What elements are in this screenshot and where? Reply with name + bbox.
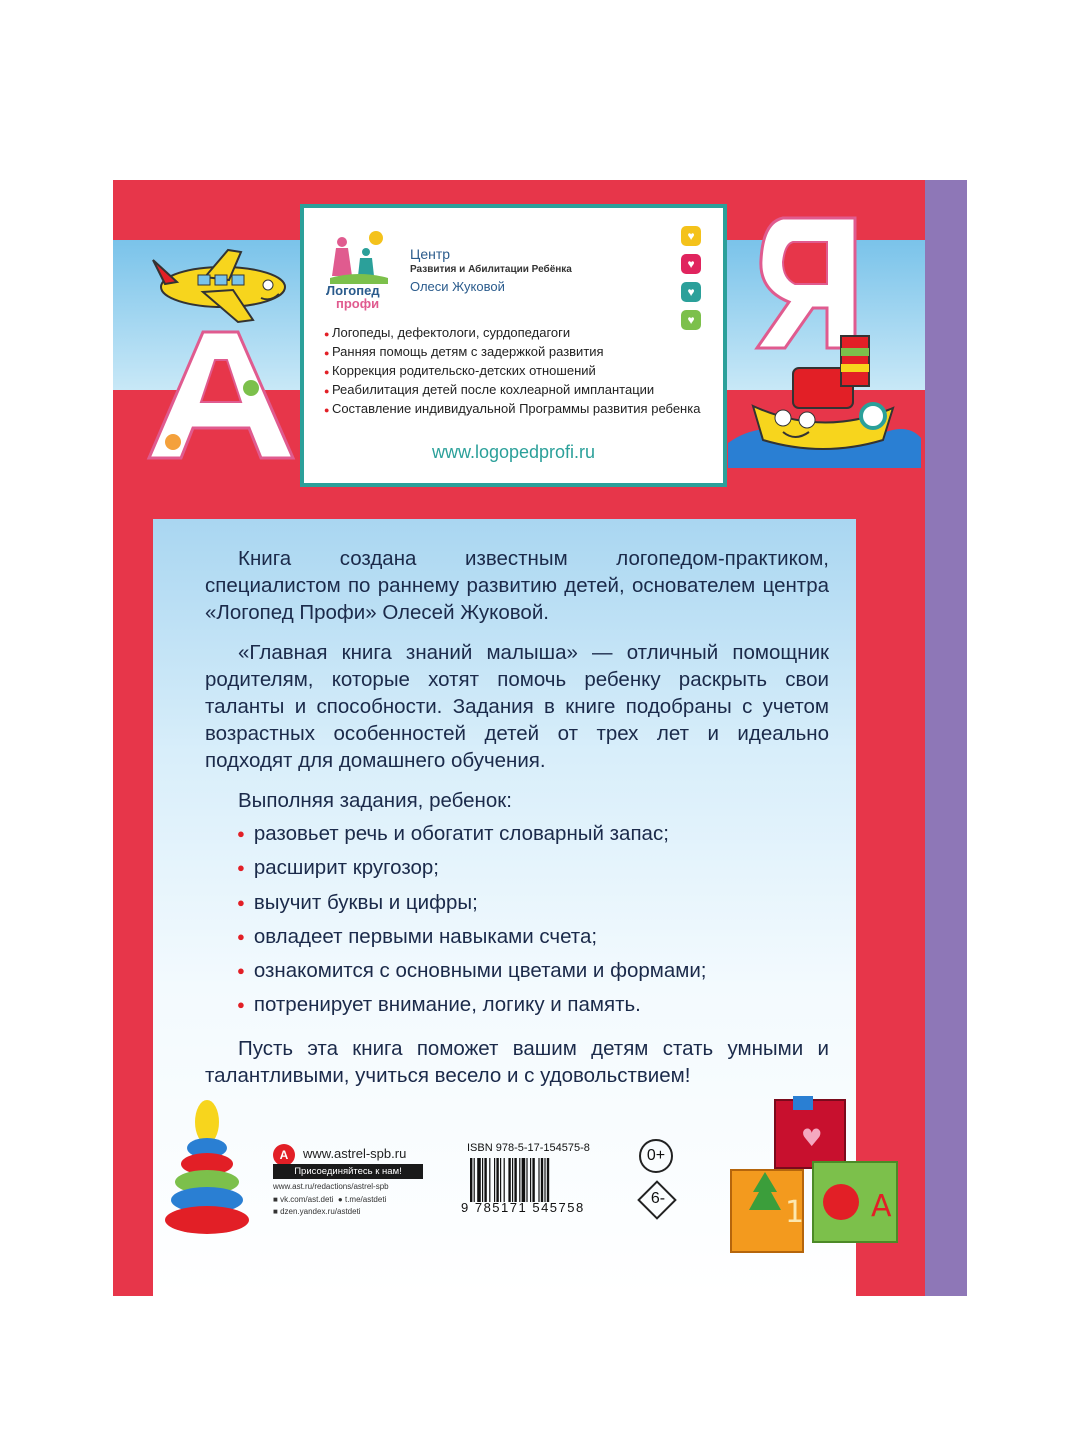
cube-number-label: 1 bbox=[785, 1195, 805, 1230]
barcode-bar bbox=[474, 1158, 475, 1202]
barcode-bar bbox=[500, 1158, 501, 1202]
barcode-bar bbox=[547, 1158, 549, 1202]
boat-illustration bbox=[723, 328, 923, 468]
barcode-bar bbox=[504, 1158, 505, 1202]
heart-icons bbox=[681, 226, 705, 338]
publisher-logo: А bbox=[273, 1144, 295, 1166]
letter-a-illustration bbox=[143, 330, 298, 460]
list-item: ● выучит буквы и цифры; bbox=[237, 890, 478, 914]
cube-letter-label: А bbox=[871, 1189, 892, 1224]
heart-icon: ♥ bbox=[681, 282, 701, 302]
list-item: ● потренирует внимание, логику и память. bbox=[237, 993, 641, 1017]
service-item: ● Логопеды, дефектологи, сурдопедагоги bbox=[324, 324, 719, 343]
barcode-bar bbox=[512, 1158, 513, 1202]
vk-icon: ■ bbox=[273, 1195, 278, 1204]
logo-text-line1: Логопед bbox=[326, 283, 380, 298]
heart-icon: ♥ bbox=[681, 226, 701, 246]
service-item: ● Коррекция родительско-детских отношений bbox=[324, 362, 719, 381]
services-list bbox=[324, 324, 719, 419]
telegram-icon: ● bbox=[337, 1195, 343, 1204]
barcode-bar bbox=[489, 1158, 490, 1202]
service-item: ● Реабилитация детей после кохлеарной имплантации bbox=[324, 381, 719, 400]
barcode-bar bbox=[541, 1158, 543, 1202]
barcode-bar bbox=[496, 1158, 498, 1202]
barcode-digits: 9 785171 545758 bbox=[461, 1200, 585, 1215]
barcode-bar bbox=[494, 1158, 495, 1202]
toy-cubes-illustration bbox=[725, 1092, 905, 1257]
list-item: ● овладеет первыми навыками счета; bbox=[237, 924, 598, 948]
heart-icon: ♥ bbox=[681, 254, 701, 274]
barcode-bar bbox=[519, 1158, 520, 1202]
barcode-bar bbox=[544, 1158, 545, 1202]
partner-website: www.logopedprofi.ru bbox=[431, 442, 596, 462]
description-para-2: «Главная книга знаний малыша» — отличный помощник родителям, которые хотят помочь ребенку раскрыть свои таланты и способности. Задания в книге подобраны с учетом возрастных особенностей детей от трех лет и идеально подходят для домашнего обучения. bbox=[205, 641, 829, 772]
svg-text:♥: ♥ bbox=[801, 1124, 823, 1152]
barcode-bar bbox=[532, 1158, 534, 1202]
publisher-site: www.astrel-spb.ru bbox=[303, 1146, 407, 1161]
center-name: Олеси Жуковой bbox=[410, 279, 505, 294]
description-para-1: Книга создана известным логопедом-практиком, специалистом по раннему развитию детей, основателем центра «Логопед Профи» Олесей Жуковой. bbox=[205, 547, 829, 624]
age-rating-badge: 0+ bbox=[639, 1139, 673, 1173]
service-item: ● Ранняя помощь детям с задержкой развития bbox=[324, 343, 719, 362]
barcode-bar bbox=[477, 1158, 481, 1202]
description-closing: Пусть эта книга поможет вашим детям стать умными и талантливыми, учиться весело и с удовольствием! bbox=[205, 1037, 829, 1087]
barcode-bar bbox=[538, 1158, 539, 1202]
barcode-bar bbox=[526, 1158, 527, 1202]
skills-list bbox=[237, 822, 706, 1028]
center-title: Центр bbox=[410, 246, 451, 262]
barcode bbox=[470, 1158, 601, 1202]
barcode-bar bbox=[522, 1158, 526, 1202]
list-item: ● ознакомится с основными цветами и формами; bbox=[237, 959, 707, 983]
book-back-cover bbox=[113, 180, 967, 1296]
age-recommendation-label: 6- bbox=[650, 1190, 666, 1207]
dzen-icon: ■ bbox=[273, 1207, 278, 1216]
partner-ad-block bbox=[300, 204, 727, 487]
description-intro: Выполняя задания, ребенок: bbox=[238, 789, 512, 812]
barcode-bar bbox=[530, 1158, 531, 1202]
join-banner: Присоединяйтесь к нам! bbox=[273, 1164, 423, 1179]
publisher-link: www.ast.ru/redactions/astrel-spb bbox=[273, 1182, 389, 1191]
pyramid-toy-illustration bbox=[161, 1098, 249, 1238]
service-item: ● Составление индивидуальной Программы развития ребенка bbox=[324, 400, 719, 419]
list-item: ● разовьет речь и обогатит словарный запас; bbox=[237, 822, 669, 845]
logo-text-line2: профи bbox=[336, 296, 380, 311]
publisher-link: ■ vk.com/ast.deti ● t.me/astdeti bbox=[273, 1195, 387, 1204]
book-spine bbox=[925, 180, 967, 1296]
center-subtitle: Развития и Абилитации Ребёнка bbox=[410, 264, 572, 275]
barcode-bar bbox=[508, 1158, 510, 1202]
publisher-link: ■ dzen.yandex.ru/astdeti bbox=[273, 1207, 361, 1216]
airplane-illustration bbox=[143, 242, 298, 327]
heart-icon: ♥ bbox=[681, 310, 701, 330]
isbn-text: ISBN 978-5-17-154575-8 bbox=[467, 1142, 590, 1154]
barcode-bar bbox=[514, 1158, 516, 1202]
barcode-bar bbox=[470, 1158, 472, 1202]
barcode-bar bbox=[484, 1158, 486, 1202]
list-item: ● расширит кругозор; bbox=[237, 856, 439, 880]
barcode-bar bbox=[482, 1158, 483, 1202]
